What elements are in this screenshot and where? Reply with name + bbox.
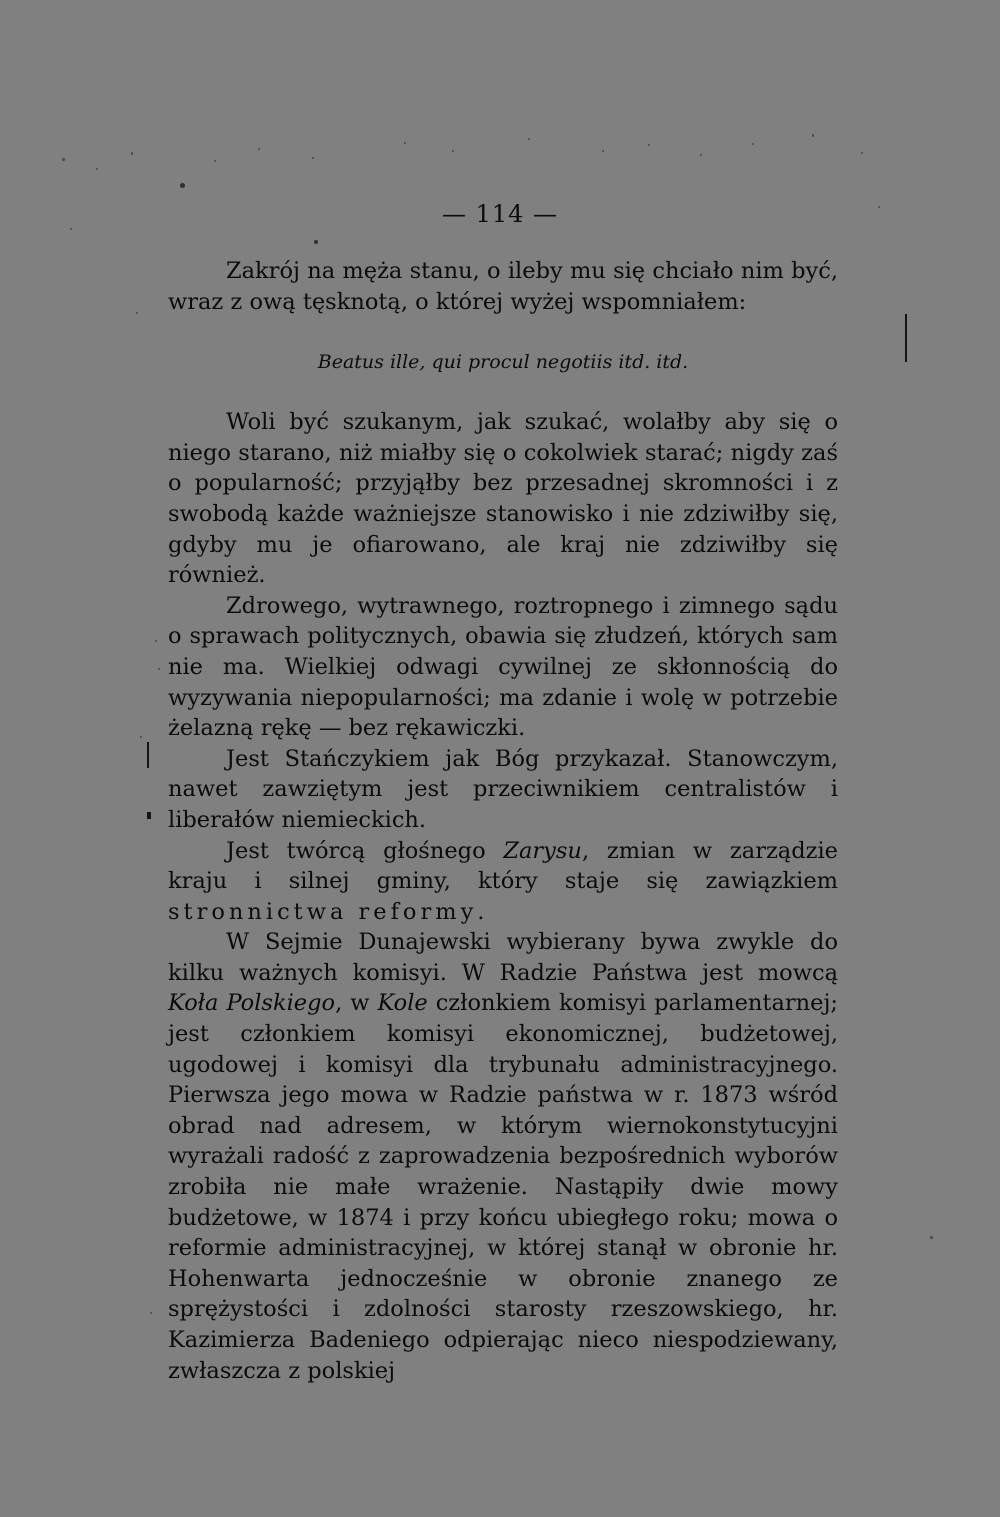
paragraph-4: Jest Stańczykiem jak Bóg przykazał. Stanowczym, nawet zawziętym jest przeciwnikiem centralistów i liberałów niemieckich.	[168, 745, 838, 833]
italic-kole: Kole	[377, 990, 428, 1017]
paragraph-3: Zdrowego, wytrawnego, roztropnego i zimnego sądu o sprawach politycznych, obawia się złudzeń, których sam nie ma. Wielkiej odwagi cywilnej ze skłonnością do wyzywania niepopularności; ma zdanie i wolę w potrzebie żelazną rękę — bez rękawiczki.	[168, 592, 838, 742]
body-text	[168, 256, 838, 1386]
italic-zarysu: Zarysu	[503, 837, 582, 864]
left-margin-dot	[147, 812, 151, 819]
paragraph-2: Woli być szukanym, jak szukać, wolałby aby się o niego starano, niż miałby się o cokolwiek starać; nigdy zaś o popularność; przyjąłby bez przesadnej skromności i z swobodą każde ważniejsze stanowisko i nie zdziwiłby się, gdyby mu je ofiarowano, ale kraj nie zdziwiłby się również.	[168, 409, 838, 589]
paragraph-1: Zakrój na męża stanu, o ileby mu się chciało nim być, wraz z ową tęsknotą, o której wyżej wspomniałem:	[168, 258, 838, 315]
paragraph-6-text-b: , w	[335, 990, 378, 1017]
spaced-stronnictwa-reformy: stronnictwa reformy	[168, 898, 478, 925]
paragraph-5-text-b: , zmian w zarządzie kraju i silnej gminy, który staje się zawiązkiem	[168, 837, 838, 895]
italic-kola-polskiego: Koła Polskiego	[168, 990, 336, 1017]
paragraph-6-text-c: członkiem komisyi parlamentarnej; jest członkiem komisyi ekonomicznej, budżetowej, ugodowej i komisyi dla trybunału administracyjnego. Pierwsza jego mowa w Radzie państwa w r. 1873 wśród obrad nad adresem, w którym wiernokonstytucyjni wyrażali radość z zaprowadzenia bezpośrednich wyborów zrobiła nie małe wrażenie. Nastąpiły dwie mowy budżetowe, w 1874 i przy końcu ubiegłego roku; mowa o reformie administracyjnej, w której stanął w obronie hr. Hohenwarta jednocześnie w obronie znanego ze sprężystości i zdolności starosty rzeszowskiego, hr. Kazimierza Badeniego odpierając nieco niespodziewany, zwłaszcza z polskiej	[168, 990, 839, 1384]
paragraph-6-text-a: W Sejmie Dunajewski wybierany bywa zwykle do kilku ważnych komisyi. W Radzie Państwa jest mowcą	[168, 929, 838, 986]
page-number: — 114 —	[441, 200, 559, 228]
right-margin-mark	[905, 314, 907, 362]
latin-epigraph: Beatus ille, qui procul negotiis itd. itd.	[317, 351, 689, 374]
paragraph-6	[168, 927, 838, 1386]
paragraph-5	[168, 836, 838, 928]
paragraph-5-end: .	[477, 898, 485, 925]
left-margin-mark	[147, 742, 149, 768]
paragraph-5-text-a: Jest twórcą głośnego	[226, 837, 504, 864]
